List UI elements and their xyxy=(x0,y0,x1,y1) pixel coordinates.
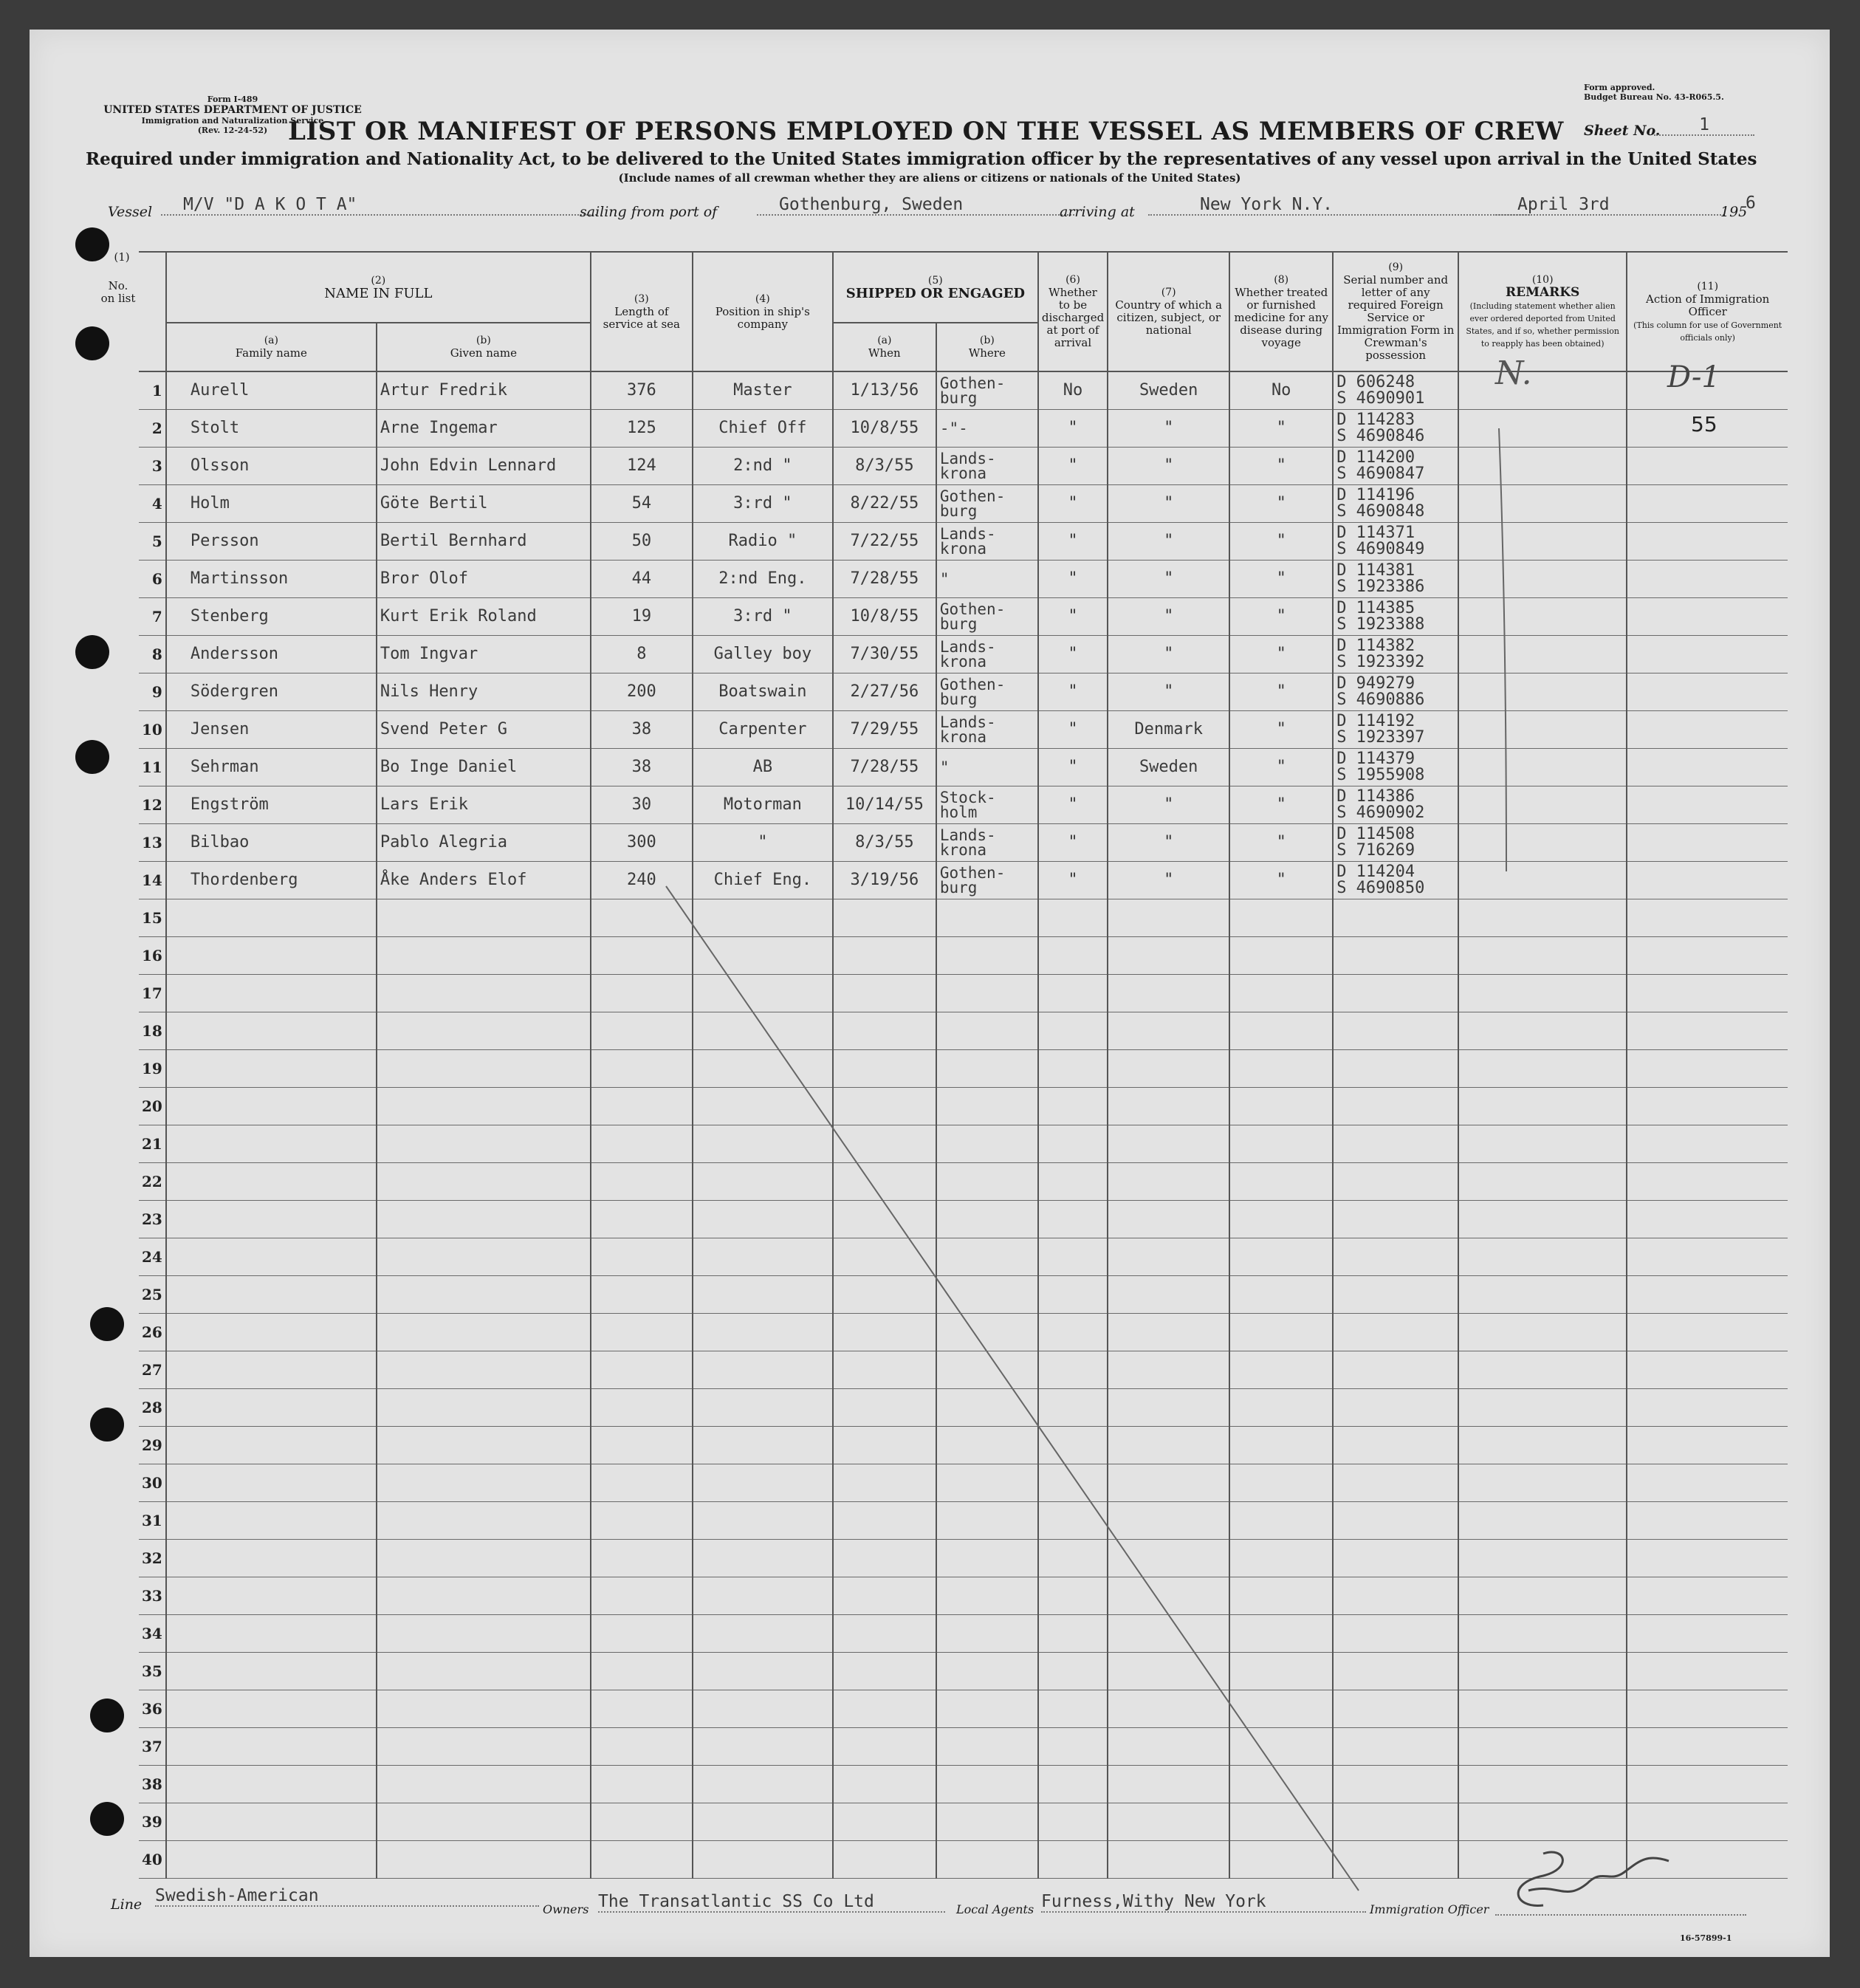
document-s-number: S 4690901 xyxy=(1336,388,1425,408)
row-number: 7 xyxy=(139,597,166,635)
year-suffix: 6 xyxy=(1746,193,1756,213)
arrival-date: April 3rd xyxy=(1495,195,1724,216)
document-d-number: D 114196 xyxy=(1336,485,1415,504)
service-length-cell: 30 xyxy=(591,786,693,823)
country-cell: " xyxy=(1108,560,1229,597)
discharge-cell: " xyxy=(1038,522,1108,560)
given-name-cell: Artur Fredrik xyxy=(377,371,591,409)
treated-cell: " xyxy=(1229,560,1333,597)
shipped-where-cell: -"- xyxy=(936,409,1038,447)
officer-signature xyxy=(1499,1831,1691,1927)
row-number: 4 xyxy=(139,484,166,522)
subtitle: Required under immigration and Nationality Act, to be delivered to the United States immigration officer by the representatives of any vessel upon arrival in the United States xyxy=(86,149,1757,169)
position-cell: Radio " xyxy=(693,522,833,560)
document-s-number: S 4690846 xyxy=(1336,426,1425,445)
col-country-header: (7) Country of which a citizen, subject, or national xyxy=(1108,252,1229,371)
sailing-label: sailing from port of xyxy=(580,204,718,220)
given-name-cell: Tom Ingvar xyxy=(377,635,591,673)
discharge-cell: No xyxy=(1038,371,1108,409)
shipping-line: Swedish-American xyxy=(155,1886,539,1907)
country-cell: " xyxy=(1108,786,1229,823)
service-length-cell: 54 xyxy=(591,484,693,522)
row-number: 19 xyxy=(139,1049,166,1087)
budget-bureau: Budget Bureau No. 43-R065.5. xyxy=(1584,92,1724,102)
row-number: 37 xyxy=(139,1727,166,1765)
col-no-label: (1) No. on list xyxy=(100,250,136,305)
shipped-where-cell: Lands- krona xyxy=(936,823,1038,861)
given-name-cell: Bo Inge Daniel xyxy=(377,748,591,786)
given-name-cell: Lars Erik xyxy=(377,786,591,823)
document-s-number: S 4690849 xyxy=(1336,539,1425,558)
shipped-where-cell: " xyxy=(936,560,1038,597)
discharge-cell: " xyxy=(1038,635,1108,673)
agents-label: Local Agents xyxy=(956,1902,1034,1916)
given-name-cell: Pablo Alegria xyxy=(377,823,591,861)
document-d-number: D 114382 xyxy=(1336,636,1415,655)
instructions-note: (Include names of all crewman whether they are aliens or citizens or nationals of the United States) xyxy=(618,171,1241,185)
document-s-number: S 716269 xyxy=(1336,840,1415,860)
remarks-mark: N. xyxy=(1495,354,1532,392)
revision: (Rev. 12-24-52) xyxy=(197,126,268,135)
departure-port: Gothenburg, Sweden xyxy=(757,195,1074,216)
sheet-number: 1 xyxy=(1654,115,1754,136)
shipped-when-cell: 1/13/56 xyxy=(833,371,936,409)
sheet-label: Sheet No. xyxy=(1584,123,1661,139)
position-cell: Motorman xyxy=(693,786,833,823)
document-d-number: D 114379 xyxy=(1336,749,1415,768)
position-cell: Galley boy xyxy=(693,635,833,673)
row-number: 34 xyxy=(139,1614,166,1652)
document-s-number: S 1955908 xyxy=(1336,765,1425,784)
print-code: 16-57899-1 xyxy=(1680,1933,1732,1943)
pencil-lines xyxy=(30,30,1830,1957)
shipped-where-cell: Gothen- burg xyxy=(936,597,1038,635)
col-given-header: (b) Given name xyxy=(377,323,591,371)
country-cell: Sweden xyxy=(1108,748,1229,786)
document-s-number: S 4690886 xyxy=(1336,690,1425,709)
country-cell: " xyxy=(1108,597,1229,635)
country-cell: Denmark xyxy=(1108,710,1229,748)
treated-cell: " xyxy=(1229,635,1333,673)
document-d-number: D 949279 xyxy=(1336,673,1415,693)
row-number: 23 xyxy=(139,1200,166,1238)
row-number: 16 xyxy=(139,936,166,974)
row-number: 8 xyxy=(139,635,166,673)
action-mark: D-1 xyxy=(1667,360,1720,394)
country-cell: " xyxy=(1108,823,1229,861)
service-length-cell: 38 xyxy=(591,748,693,786)
position-cell: Chief Eng. xyxy=(693,861,833,899)
discharge-cell: " xyxy=(1038,786,1108,823)
family-name-cell: Olsson xyxy=(166,447,377,484)
country-cell: " xyxy=(1108,447,1229,484)
row-number: 10 xyxy=(139,710,166,748)
row-number: 9 xyxy=(139,673,166,710)
document-s-number: S 4690902 xyxy=(1336,803,1425,822)
document-s-number: S 4690848 xyxy=(1336,501,1425,521)
given-name-cell: Åke Anders Elof xyxy=(377,861,591,899)
country-cell: Sweden xyxy=(1108,371,1229,409)
col-name-header: (2) NAME IN FULL xyxy=(166,252,591,323)
treated-cell: " xyxy=(1229,447,1333,484)
treated-cell: " xyxy=(1229,409,1333,447)
discharge-cell: " xyxy=(1038,597,1108,635)
document-d-number: D 114204 xyxy=(1336,862,1415,881)
row-number: 11 xyxy=(139,748,166,786)
shipped-where-cell: " xyxy=(936,748,1038,786)
country-cell: " xyxy=(1108,522,1229,560)
treated-cell: No xyxy=(1229,371,1333,409)
discharge-cell: " xyxy=(1038,710,1108,748)
shipped-where-cell: Gothen- burg xyxy=(936,371,1038,409)
family-name-cell: Jensen xyxy=(166,710,377,748)
treated-cell: " xyxy=(1229,522,1333,560)
given-name-cell: Göte Bertil xyxy=(377,484,591,522)
service-length-cell: 8 xyxy=(591,635,693,673)
col-position-header: (4) Position in ship's company xyxy=(693,252,833,371)
row-number: 2 xyxy=(139,409,166,447)
discharge-cell: " xyxy=(1038,484,1108,522)
col-where-header: (b) Where xyxy=(936,323,1038,371)
document-s-number: S 1923388 xyxy=(1336,614,1425,634)
treated-cell: " xyxy=(1229,823,1333,861)
row-number: 29 xyxy=(139,1426,166,1464)
given-name-cell: Nils Henry xyxy=(377,673,591,710)
row-number: 17 xyxy=(139,974,166,1012)
document-d-number: D 114386 xyxy=(1336,786,1415,806)
row-number: 25 xyxy=(139,1275,166,1313)
owners-label: Owners xyxy=(543,1902,589,1916)
shipped-when-cell: 7/29/55 xyxy=(833,710,936,748)
document-d-number: D 114192 xyxy=(1336,711,1415,730)
family-name-cell: Holm xyxy=(166,484,377,522)
row-number: 21 xyxy=(139,1125,166,1162)
shipped-when-cell: 8/3/55 xyxy=(833,823,936,861)
row-number: 6 xyxy=(139,560,166,597)
row-number: 12 xyxy=(139,786,166,823)
shipped-when-cell: 2/27/56 xyxy=(833,673,936,710)
country-cell: " xyxy=(1108,484,1229,522)
col-discharge-header: (6) Whether to be discharged at port of arrival xyxy=(1038,252,1108,371)
col-remarks-header: (10) REMARKS (Including statement whether alien ever ordered deported from United States, and if so, whether permission to reapply has been obtained) xyxy=(1458,252,1627,371)
discharge-cell: " xyxy=(1038,560,1108,597)
given-name-cell: John Edvin Lennard xyxy=(377,447,591,484)
row-number: 22 xyxy=(139,1162,166,1200)
owners: The Transatlantic SS Co Ltd xyxy=(598,1892,945,1913)
document-d-number: D 114508 xyxy=(1336,824,1415,843)
shipped-when-cell: 8/22/55 xyxy=(833,484,936,522)
row-number: 28 xyxy=(139,1388,166,1426)
document-d-number: D 114385 xyxy=(1336,598,1415,617)
col-action-header: (11) Action of Immigration Officer (This column for use of Government officials only) xyxy=(1627,252,1788,371)
discharge-cell: " xyxy=(1038,861,1108,899)
country-cell: " xyxy=(1108,635,1229,673)
approved-text: Form approved. xyxy=(1584,83,1655,92)
country-cell: " xyxy=(1108,673,1229,710)
page-title: LIST OR MANIFEST OF PERSONS EMPLOYED ON THE VESSEL AS MEMBERS OF CREW xyxy=(288,117,1564,146)
shipped-where-cell: Gothen- burg xyxy=(936,861,1038,899)
family-name-cell: Stenberg xyxy=(166,597,377,635)
treated-cell: " xyxy=(1229,786,1333,823)
row-number: 38 xyxy=(139,1765,166,1803)
shipped-where-cell: Gothen- burg xyxy=(936,484,1038,522)
document-d-number: D 606248 xyxy=(1336,372,1415,391)
col-treated-header: (8) Whether treated or furnished medicine for any disease during voyage xyxy=(1229,252,1333,371)
shipped-where-cell: Lands- krona xyxy=(936,522,1038,560)
service-length-cell: 50 xyxy=(591,522,693,560)
shipped-when-cell: 7/28/55 xyxy=(833,560,936,597)
treated-cell: " xyxy=(1229,673,1333,710)
service-length-cell: 376 xyxy=(591,371,693,409)
shipped-where-cell: Gothen- burg xyxy=(936,673,1038,710)
discharge-cell: " xyxy=(1038,447,1108,484)
action-count: 55 xyxy=(1691,412,1717,436)
family-name-cell: Sehrman xyxy=(166,748,377,786)
row-number: 13 xyxy=(139,823,166,861)
discharge-cell: " xyxy=(1038,748,1108,786)
shipped-when-cell: 7/22/55 xyxy=(833,522,936,560)
shipped-when-cell: 3/19/56 xyxy=(833,861,936,899)
row-number: 26 xyxy=(139,1313,166,1351)
row-number: 3 xyxy=(139,447,166,484)
row-number: 36 xyxy=(139,1690,166,1727)
service-length-cell: 240 xyxy=(591,861,693,899)
shipped-when-cell: 10/8/55 xyxy=(833,409,936,447)
position-cell: 3:rd " xyxy=(693,484,833,522)
col-document-header: (9) Serial number and letter of any required Foreign Service or Immigration Form in Crewman's possession xyxy=(1333,252,1458,371)
row-number: 18 xyxy=(139,1012,166,1049)
position-cell: Boatswain xyxy=(693,673,833,710)
service: Immigration and Naturalization Service xyxy=(141,116,324,126)
document-s-number: S 4690850 xyxy=(1336,878,1425,897)
discharge-cell: " xyxy=(1038,823,1108,861)
col-family-header: (a) Family name xyxy=(166,323,377,371)
family-name-cell: Aurell xyxy=(166,371,377,409)
row-number: 5 xyxy=(139,522,166,560)
document-s-number: S 1923397 xyxy=(1336,727,1425,747)
row-number: 1 xyxy=(139,371,166,409)
treated-cell: " xyxy=(1229,484,1333,522)
given-name-cell: Svend Peter G xyxy=(377,710,591,748)
row-number: 40 xyxy=(139,1840,166,1878)
form-number: Form I-489 xyxy=(207,95,258,104)
discharge-cell: " xyxy=(1038,673,1108,710)
shipped-where-cell: Lands- krona xyxy=(936,710,1038,748)
shipped-where-cell: Lands- krona xyxy=(936,635,1038,673)
given-name-cell: Bror Olof xyxy=(377,560,591,597)
document-s-number: S 1923386 xyxy=(1336,577,1425,596)
shipped-when-cell: 8/3/55 xyxy=(833,447,936,484)
position-cell: AB xyxy=(693,748,833,786)
shipped-when-cell: 10/14/55 xyxy=(833,786,936,823)
treated-cell: " xyxy=(1229,597,1333,635)
vessel-name: M/V "D A K O T A" xyxy=(161,195,597,216)
given-name-cell: Bertil Bernhard xyxy=(377,522,591,560)
row-number: 35 xyxy=(139,1652,166,1690)
document-d-number: D 114381 xyxy=(1336,561,1415,580)
position-cell: 2:nd Eng. xyxy=(693,560,833,597)
country-cell: " xyxy=(1108,409,1229,447)
document-s-number: S 4690847 xyxy=(1336,464,1425,483)
family-name-cell: Martinsson xyxy=(166,560,377,597)
shipped-when-cell: 7/28/55 xyxy=(833,748,936,786)
service-length-cell: 38 xyxy=(591,710,693,748)
family-name-cell: Södergren xyxy=(166,673,377,710)
document-d-number: D 114283 xyxy=(1336,410,1415,429)
position-cell: 3:rd " xyxy=(693,597,833,635)
col-when-header: (a) When xyxy=(833,323,936,371)
service-length-cell: 124 xyxy=(591,447,693,484)
row-number: 24 xyxy=(139,1238,166,1275)
country-cell: " xyxy=(1108,861,1229,899)
row-number: 30 xyxy=(139,1464,166,1501)
treated-cell: " xyxy=(1229,861,1333,899)
shipped-where-cell: Lands- krona xyxy=(936,447,1038,484)
row-number: 39 xyxy=(139,1803,166,1840)
vessel-label: Vessel xyxy=(108,204,153,220)
position-cell: Chief Off xyxy=(693,409,833,447)
row-number: 20 xyxy=(139,1087,166,1125)
row-number: 15 xyxy=(139,899,166,936)
col-service-header: (3) Length of service at sea xyxy=(591,252,693,371)
family-name-cell: Stolt xyxy=(166,409,377,447)
family-name-cell: Persson xyxy=(166,522,377,560)
col-shipped-header: (5) SHIPPED OR ENGAGED xyxy=(833,252,1038,323)
document-d-number: D 114200 xyxy=(1336,448,1415,467)
position-cell: " xyxy=(693,823,833,861)
family-name-cell: Bilbao xyxy=(166,823,377,861)
family-name-cell: Thordenberg xyxy=(166,861,377,899)
family-name-cell: Andersson xyxy=(166,635,377,673)
row-number: 14 xyxy=(139,861,166,899)
position-cell: Carpenter xyxy=(693,710,833,748)
treated-cell: " xyxy=(1229,748,1333,786)
given-name-cell: Kurt Erik Roland xyxy=(377,597,591,635)
local-agents: Furness,Withy New York xyxy=(1041,1892,1366,1913)
shipped-where-cell: Stock- holm xyxy=(936,786,1038,823)
document-d-number: D 114371 xyxy=(1336,523,1415,542)
service-length-cell: 19 xyxy=(591,597,693,635)
discharge-cell: " xyxy=(1038,409,1108,447)
arrival-port: New York N.Y. xyxy=(1148,195,1532,216)
service-length-cell: 200 xyxy=(591,673,693,710)
year-prefix: 195 xyxy=(1720,204,1748,220)
shipped-when-cell: 10/8/55 xyxy=(833,597,936,635)
family-name-cell: Engström xyxy=(166,786,377,823)
position-cell: 2:nd " xyxy=(693,447,833,484)
row-number: 33 xyxy=(139,1577,166,1614)
service-length-cell: 300 xyxy=(591,823,693,861)
position-cell: Master xyxy=(693,371,833,409)
service-length-cell: 125 xyxy=(591,409,693,447)
shipped-when-cell: 7/30/55 xyxy=(833,635,936,673)
manifest-page xyxy=(30,30,1830,1957)
row-number: 27 xyxy=(139,1351,166,1388)
row-number: 31 xyxy=(139,1501,166,1539)
given-name-cell: Arne Ingemar xyxy=(377,409,591,447)
line-label: Line xyxy=(111,1896,143,1913)
row-number: 32 xyxy=(139,1539,166,1577)
officer-label: Immigration Officer xyxy=(1370,1902,1489,1916)
arriving-label: arriving at xyxy=(1060,204,1135,220)
service-length-cell: 44 xyxy=(591,560,693,597)
document-s-number: S 1923392 xyxy=(1336,652,1425,671)
treated-cell: " xyxy=(1229,710,1333,748)
department: UNITED STATES DEPARTMENT OF JUSTICE xyxy=(103,104,362,116)
